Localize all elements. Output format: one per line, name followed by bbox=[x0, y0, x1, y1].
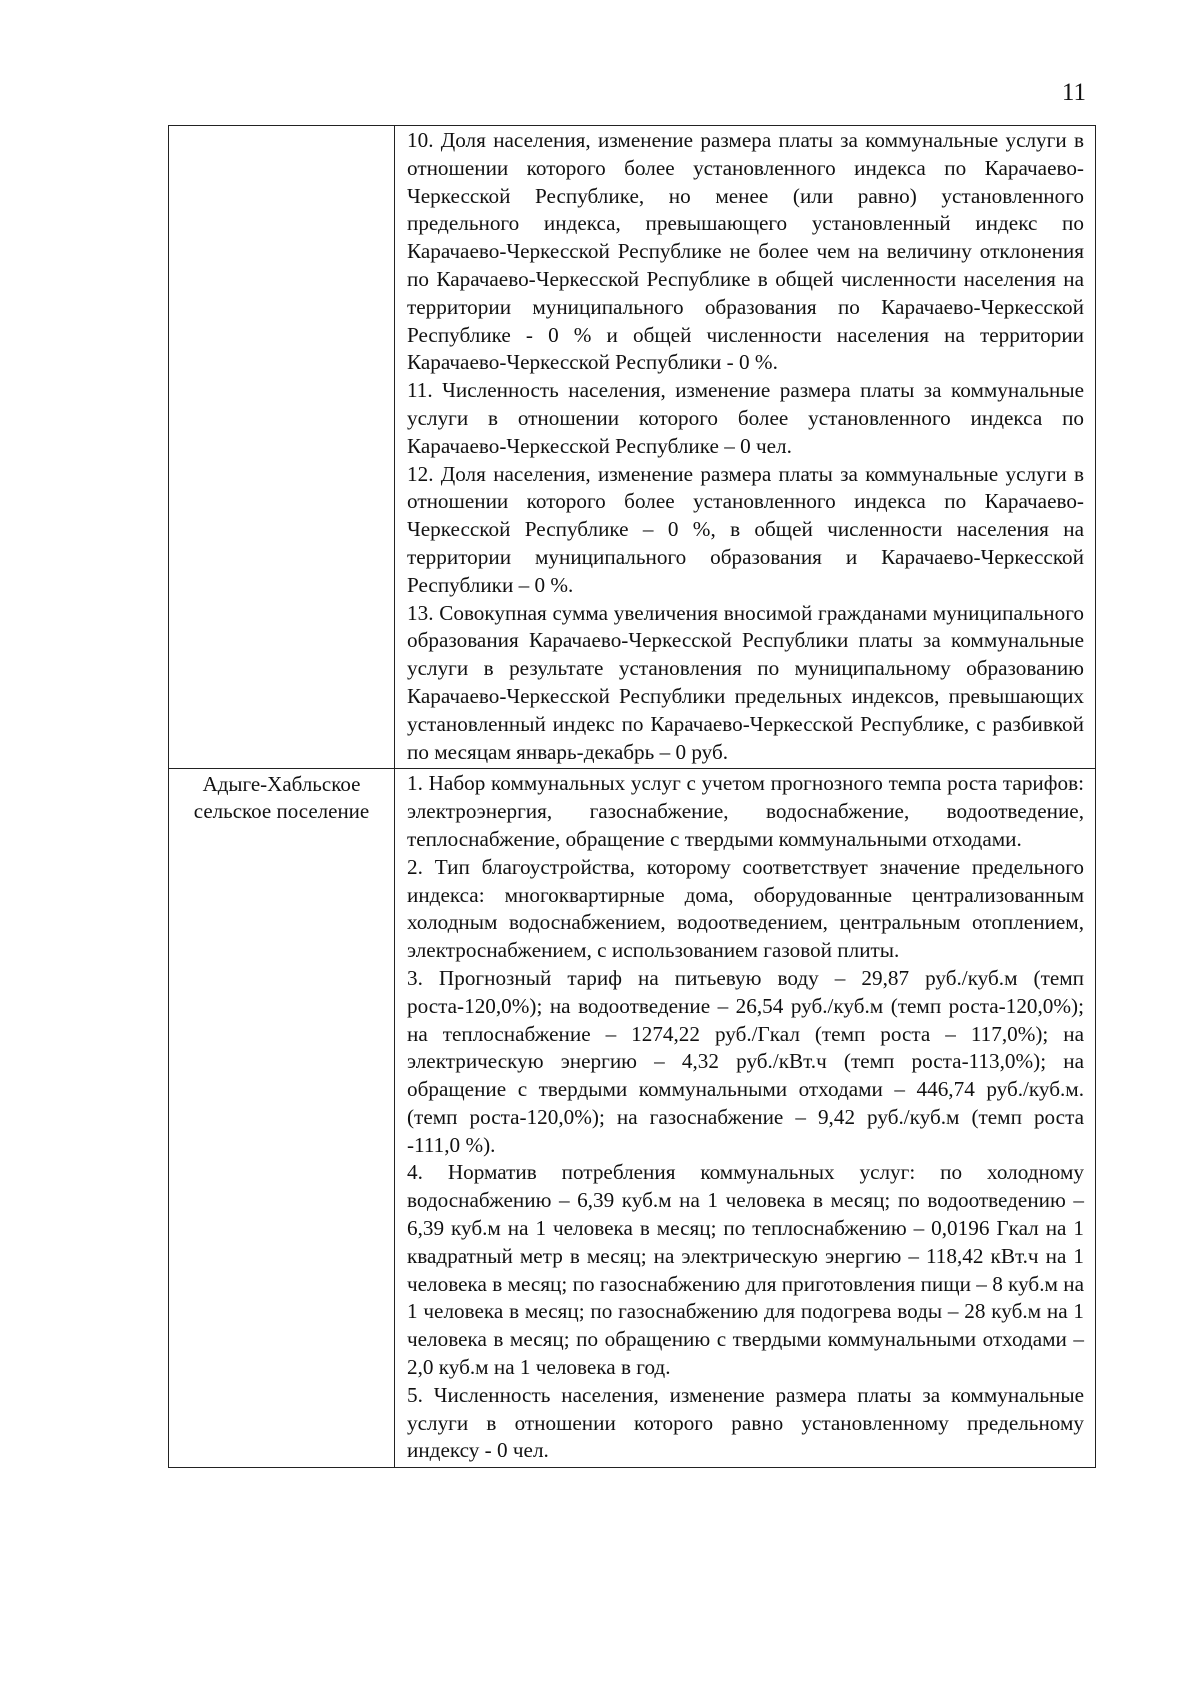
list-item: 1. Набор коммунальных услуг с учетом прогнозного темпа роста тарифов: электроэнергия, газоснабжение, водоснабжение, водоотведение, теплоснабжение, обращение с твердыми коммунальными отходами. bbox=[407, 771, 1084, 851]
indices-table bbox=[168, 125, 1096, 1468]
list-item: 5. Численность населения, изменение размера платы за коммунальные услуги в отношении которого равно установленному предельному индексу - 0 чел. bbox=[407, 1382, 1084, 1463]
list-item: 13. Совокупная сумма увеличения вносимой гражданами муниципального образования Карачаево-Черкесской Республики платы за коммунальные услуги в результате установления по муниципальному образованию Карачаево-Черкесской Республики предельных индексов, превышающих установленный индекс по Карачаево-Черкесской Республике, с разбивкой по месяцам январь-декабрь – 0 руб. bbox=[407, 600, 1084, 764]
table-row bbox=[169, 126, 1096, 769]
list-item: 3. Прогнозный тариф на питьевую воду – 29,87 руб./куб.м (темп роста-120,0%); на водоотведение – 26,54 руб./куб.м (темп роста-120,0%); на теплоснабжение – 1274,22 руб./Гкал (темп роста – 117,0%); на электрическую энергию – 4,32 руб./кВт.ч (темп роста-113,0%); на обращение с твердыми коммунальными отходами – 446,74 руб./куб.м. (темп роста-120,0%); на газоснабжение – 9,42 руб./куб.м (темп роста -111,0 %). bbox=[407, 965, 1084, 1157]
municipality-cell bbox=[169, 769, 395, 1468]
table-row bbox=[169, 769, 1096, 1468]
list-item: 4. Норматив потребления коммунальных услуг: по холодному водоснабжению – 6,39 куб.м на 1 человека в месяц; по водоотведению – 6,39 куб.м на 1 человека в месяц; по теплоснабжению – 0,0196 Гкал на 1 квадратный метр в месяц; на электрическую энергию – 118,42 кВт.ч на 1 человека в месяц; по газоснабжению для приготовления пищи – 8 куб.м на 1 человека в месяц; по газоснабжению для подогрева воды – 28 куб.м на 1 человека в месяц; по обращению с твердыми коммунальными отходами – 2,0 куб.м на 1 человека в год. bbox=[407, 1160, 1084, 1380]
municipality-cell bbox=[169, 126, 395, 769]
list-item: 10. Доля населения, изменение размера платы за коммунальные услуги в отношении которого более установленного индекса по Карачаево-Черкесской Республике, но менее (или равно) установленного предельного индекса, превышающего установленный индекс по Карачаево-Черкесской Республике не более чем на величину отклонения по Карачаево-Черкесской Республике в общей численности населения на территории муниципального образования по Карачаево-Черкесской Республике - 0 % и общей численности населения на территории Карачаево-Черкесской Республики - 0 %. bbox=[407, 128, 1084, 375]
municipality-name-line: Адыге-Хабльское bbox=[202, 772, 361, 797]
details-cell bbox=[395, 769, 1096, 1468]
list-item: 2. Тип благоустройства, которому соответствует значение предельного индекса: многоквартирные дома, оборудованные централизованным холодным водоснабжением, водоотведением, центральным отоплением, электроснабжением, с использованием газовой плиты. bbox=[407, 854, 1084, 963]
details-cell bbox=[395, 126, 1096, 769]
list-item: 12. Доля населения, изменение размера платы за коммунальные услуги в отношении которого более установленного индекса по Карачаево-Черкесской Республике – 0 %, в общей численности населения на территории муниципального образования и Карачаево-Черкесской Республики – 0 %. bbox=[407, 461, 1084, 597]
page-number: 11 bbox=[1061, 79, 1086, 106]
list-item: 11. Численность населения, изменение размера платы за коммунальные услуги в отношении которого более установленного индекса по Карачаево-Черкесской Республике – 0 чел. bbox=[407, 378, 1084, 458]
municipality-name-line: сельское поселение bbox=[193, 799, 370, 824]
